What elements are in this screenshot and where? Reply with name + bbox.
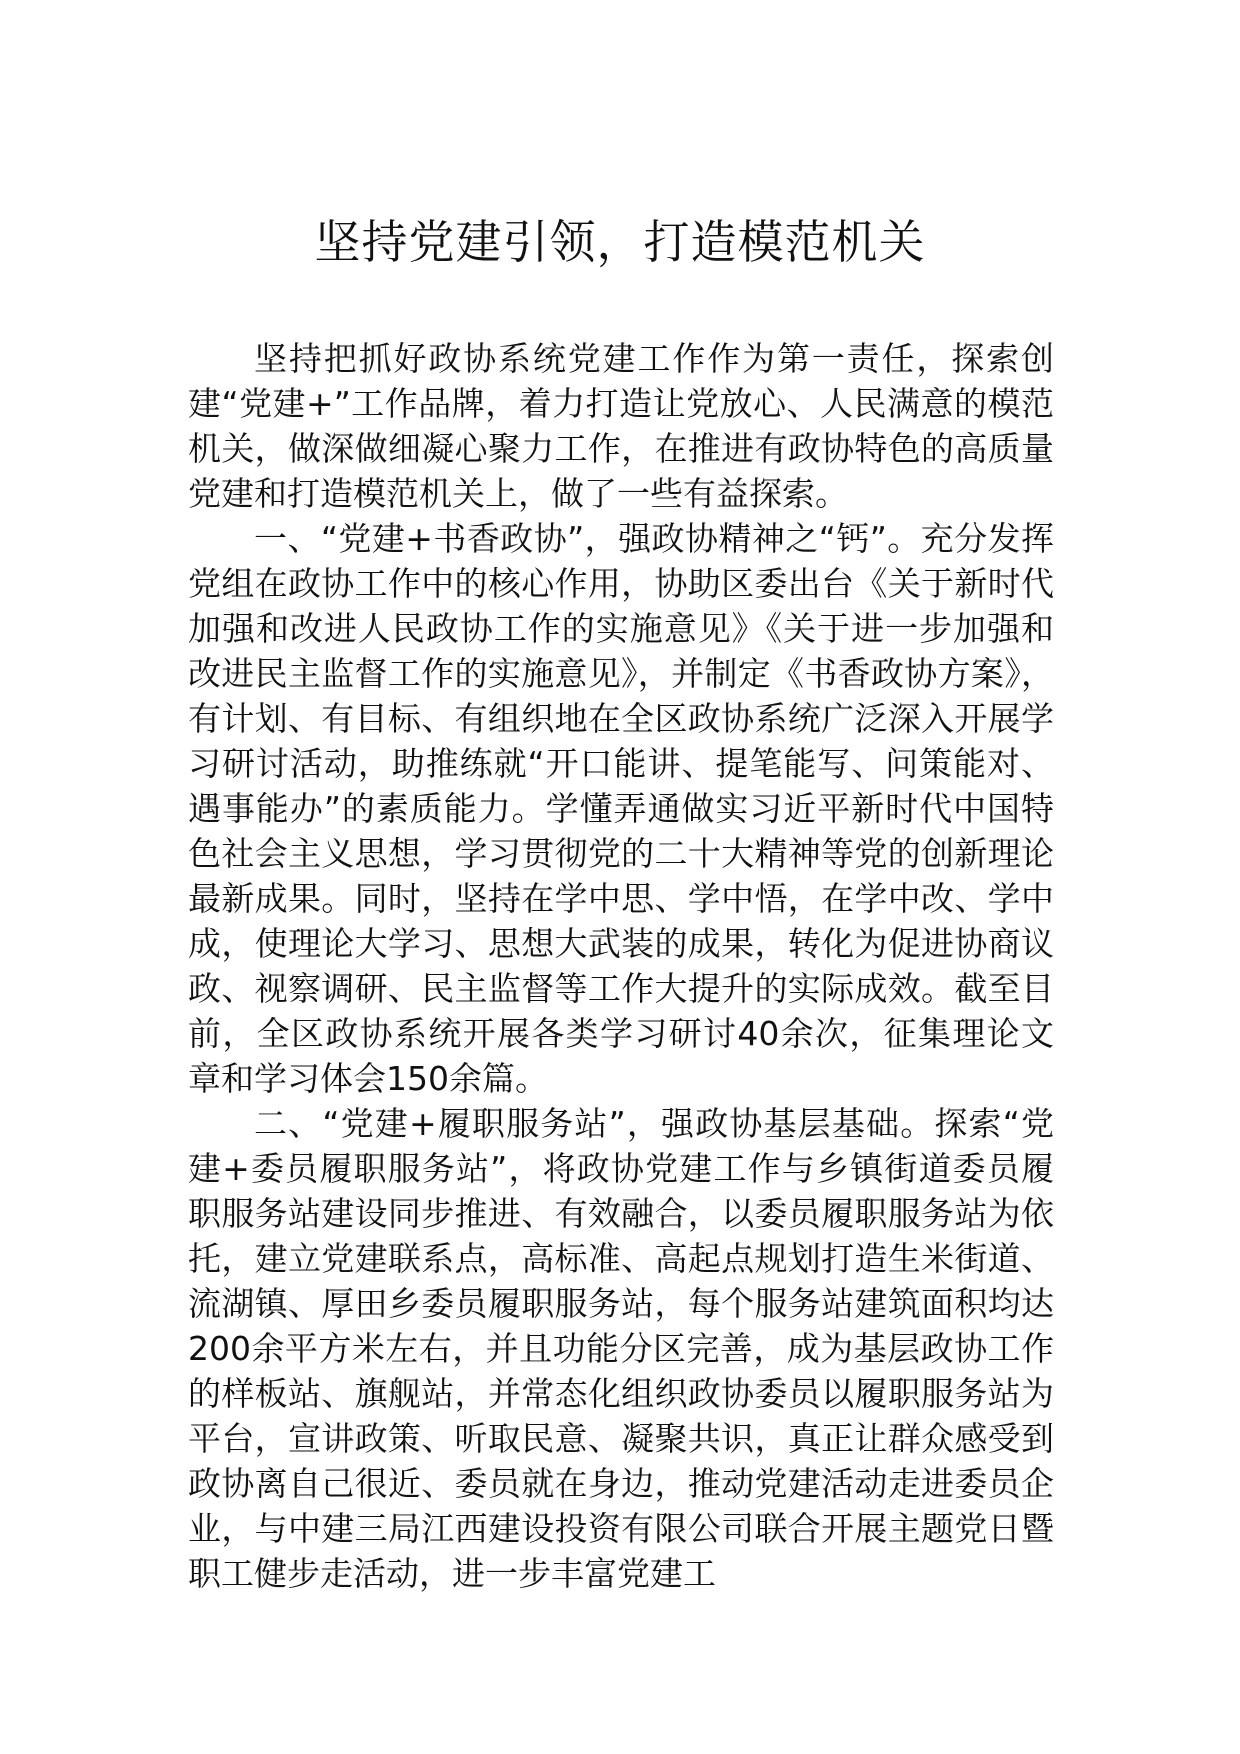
document-title: 坚持党建引领，打造模范机关: [314, 215, 926, 269]
document-body: [188, 336, 1054, 1596]
paragraph-intro: 坚持把抓好政协系统党建工作作为第一责任，探索创建“党建+”工作品牌，着力打造让党放心、人民满意的模范机关，做深做细凝心聚力工作，在推进有政协特色的高质量党建和打造模范机关上，做了一些有益探索。: [188, 339, 1054, 513]
paragraph-section-one: 一、“党建+书香政协”，强政协精神之“钙”。充分发挥党组在政协工作中的核心作用，协助区委出台《关于新时代加强和改进人民政协工作的实施意见》《关于进一步加强和改进民主监督工作的实施意见》，并制定《书香政协方案》，有计划、有目标、有组织地在全区政协系统广泛深入开展学习研讨活动，助推练就“开口能讲、提笔能写、问策能对、遇事能办”的素质能力。学懂弄通做实习近平新时代中国特色社会主义思想，学习贯彻党的二十大精神等党的创新理论最新成果。同时，坚持在学中思、学中悟，在学中改、学中成，使理论大学习、思想大武装的成果，转化为促进协商议政、视察调研、民主监督等工作大提升的实际成效。截至目前，全区政协系统开展各类学习研讨40余次，征集理论文章和学习体会150余篇。: [188, 519, 1054, 1098]
paragraph-section-two: 二、“党建+履职服务站”，强政协基层基础。探索“党建+委员履职服务站”，将政协党建工作与乡镇街道委员履职服务站建设同步推进、有效融合，以委员履职服务站为依托，建立党建联系点，高标准、高起点规划打造生米街道、流湖镇、厚田乡委员履职服务站，每个服务站建筑面积均达200余平方米左右，并且功能分区完善，成为基层政协工作的样板站、旗舰站，并常态化组织政协委员以履职服务站为平台，宣讲政策、听取民意、凝聚共识，真正让群众感受到政协离自己很近、委员就在身边，推动党建活动走进委员企业，与中建三局江西建设投资有限公司联合开展主题党日暨职工健步走活动，进一步丰富党建工: [188, 1104, 1054, 1593]
